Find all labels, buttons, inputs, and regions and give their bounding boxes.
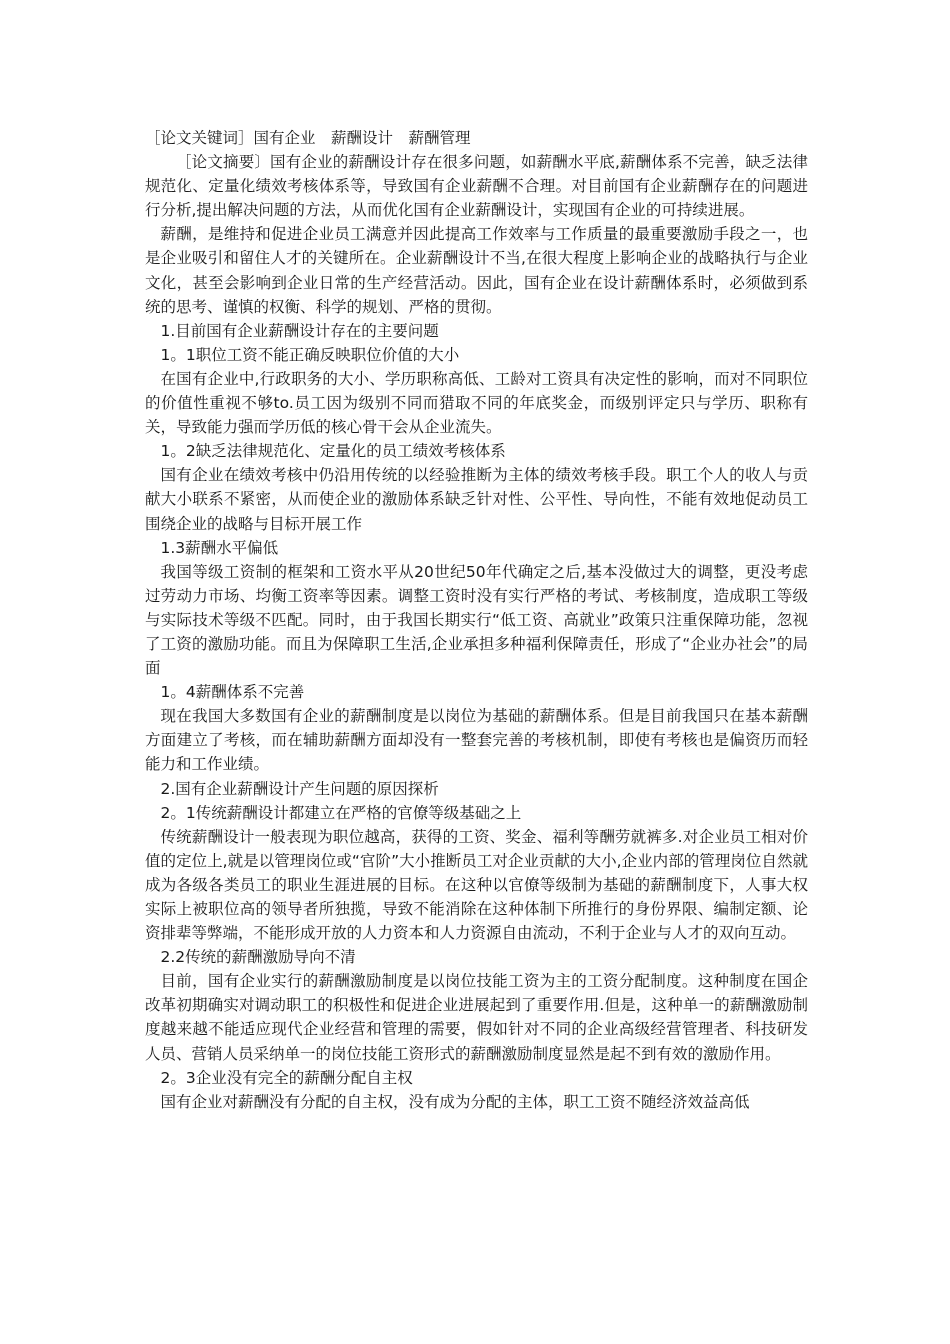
subsection-heading-2-3: 2。3企业没有完全的薪酬分配自主权 [160,1068,413,1087]
subsection-heading-1-3: 1.3薪酬水平偏低 [160,538,279,557]
section-heading-2: 2.国有企业薪酬设计产生问题的原因探析 [160,779,439,798]
subsection-heading-1-1: 1。1职位工资不能正确反映职位价值的大小 [160,345,460,364]
intro-paragraph: 薪酬，是维持和促进企业员工满意并因此提高工作效率与工作质量的最重要激励手段之一，也是企业吸引和留住人才的关键所在。企业薪酬设计不当,在很大程度上影响企业的战略执行与企业文化，甚至会影响到企业日常的生产经营活动。因此，国有企业在设计薪酬体系时，必须做到系统的思考、谨慎的权衡、科学的规划、严格的贯彻。 [145,225,808,316]
paragraph-2-1: 传统薪酬设计一般表现为职位越高，获得的工资、奖金、福利等酬劳就裤多.对企业员工相对价值的定位上,就是以管理岗位或“官阶”大小推断员工对企业贡献的大小,企业内部的管理岗位自然就成为各级各类员工的职业生涯进展的目标。在这种以官僚等级制为基础的薪酬制度下，人事大权实际上被职位高的领导者所独揽，导致不能消除在这种体制下所推行的身份界限、编制定额、论资排辈等弊端，不能形成开放的人力资本和人力资源自由流动，不利于企业与人才的双向互动。 [145,827,808,943]
section-heading-1: 1.目前国有企业薪酬设计存在的主要问题 [160,321,439,340]
paragraph-2-3: 国有企业对薪酬没有分配的自主权，没有成为分配的主体，职工工资不随经济效益高低 [160,1092,750,1111]
paragraph-1-2: 国有企业在绩效考核中仍沿用传统的以经验推断为主体的绩效考核手段。职工个人的收人与贡献大小联系不紧密，从而使企业的激励体系缺乏针对性、公平性、导向性，不能有效地促动员工围绕企业的战略与目标开展工作 [145,466,808,533]
keywords-line: ［论文关键词］国有企业 薪酬设计 薪酬管理 [145,129,471,147]
abstract-paragraph: ［论文摘要〕国有企业的薪酬设计存在很多问题，如薪酬水平底,薪酬体系不完善，缺乏法律规范化、定量化绩效考核体系等，导致国有企业薪酬不合理。对目前国有企业薪酬存在的问题进行分析,提出解决问题的方法，从而优化国有企业薪酬设计，实现国有企业的可持续进展。 [145,153,808,220]
subsection-heading-2-1: 2。1传统薪酬设计都建立在严格的官僚等级基础之上 [160,803,522,822]
subsection-heading-2-2: 2.2传统的薪酬激励导向不清 [160,948,356,967]
paragraph-1-3: 我国等级工资制的框架和工资水平从20世纪50年代确定之后,基本没做过大的调整，更没考虑过劳动力市场、均衡工资率等因素。调整工资时没有实行严格的考试、考核制度，造成职工等级与实际技术等级不匹配。同时，由于我国长期实行“低工资、高就业”政策只注重保障功能，忽视了工资的激励功能。而且为保障职工生活,企业承担多种福利保障责任，形成了“企业办社会”的局面 [145,562,808,678]
paragraph-2-2: 目前，国有企业实行的薪酬激励制度是以岗位技能工资为主的工资分配制度。这种制度在国企改革初期确实对调动职工的积极性和促进企业进展起到了重要作用.但是，这种单一的薪酬激励制度越来越不能适应现代企业经营和管理的需要，假如针对不同的企业高级经营管理者、科技研发人员、营销人员采纳单一的岗位技能工资形式的薪酬激励制度显然是起不到有效的激励作用。 [145,972,808,1063]
paragraph-1-1: 在国有企业中,行政职务的大小、学历职称高低、工龄对工资具有决定性的影响，而对不同职位的价值性重视不够to.员工因为级别不同而猎取不同的年底奖金，而级别评定只与学历、职称有关，导致能力强而学历低的核心骨干会从企业流失。 [145,369,808,437]
paragraph-1-4: 现在我国大多数国有企业的薪酬制度是以岗位为基础的薪酬体系。但是目前我国只在基本薪酬方面建立了考核，而在辅助薪酬方面却没有一整套完善的考核机制，即使有考核也是偏资历而轻能力和工作业绩。 [145,707,808,774]
subsection-heading-1-4: 1。4薪酬体系不完善 [160,683,305,702]
subsection-heading-1-2: 1。2缺乏法律规范化、定量化的员工绩效考核体系 [160,442,506,461]
document-page [145,126,808,1114]
